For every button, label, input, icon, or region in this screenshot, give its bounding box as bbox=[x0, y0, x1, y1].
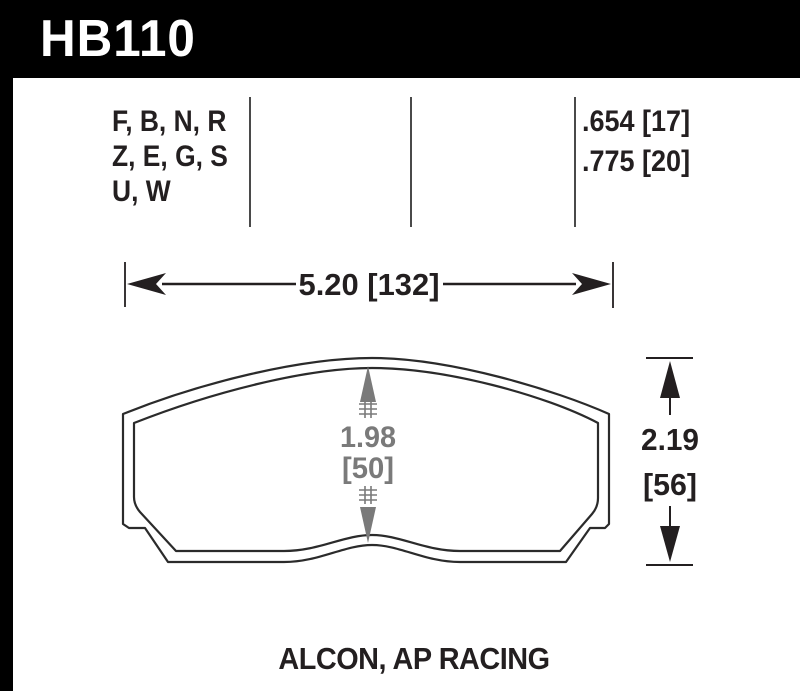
center-height-inches: 1.98 bbox=[340, 421, 396, 454]
technical-drawing bbox=[0, 240, 800, 680]
header-bar bbox=[0, 0, 800, 78]
pad-thickness-specs bbox=[582, 102, 690, 182]
arrow-down-icon bbox=[360, 507, 376, 543]
center-height-mm: [50] bbox=[342, 452, 394, 485]
column-divider bbox=[249, 97, 251, 227]
width-dimension-label: 5.20 [132] bbox=[298, 267, 440, 302]
arrow-up-icon bbox=[660, 361, 680, 398]
overall-height-inches: 2.19 bbox=[641, 422, 699, 457]
width-dimension bbox=[125, 262, 613, 308]
compound-line: F, B, N, R bbox=[112, 105, 227, 138]
arrow-right-icon bbox=[572, 273, 611, 295]
thickness-line: .654 [17] bbox=[582, 105, 691, 138]
compound-line: U, W bbox=[112, 175, 171, 208]
compound-line: Z, E, G, S bbox=[112, 140, 228, 173]
compound-codes bbox=[112, 104, 228, 209]
applications-caption: ALCON, AP RACING bbox=[278, 641, 550, 676]
column-divider bbox=[410, 97, 412, 227]
column-divider bbox=[574, 97, 576, 227]
overall-height-mm: [56] bbox=[643, 467, 697, 502]
thickness-line: .775 [20] bbox=[582, 145, 691, 178]
overall-height-dimension bbox=[641, 358, 699, 565]
part-number: HB110 bbox=[40, 10, 196, 68]
arrow-down-icon bbox=[660, 526, 680, 562]
arrow-left-icon bbox=[127, 273, 166, 295]
center-height-dimension bbox=[340, 366, 396, 543]
arrow-up-icon bbox=[360, 366, 376, 402]
